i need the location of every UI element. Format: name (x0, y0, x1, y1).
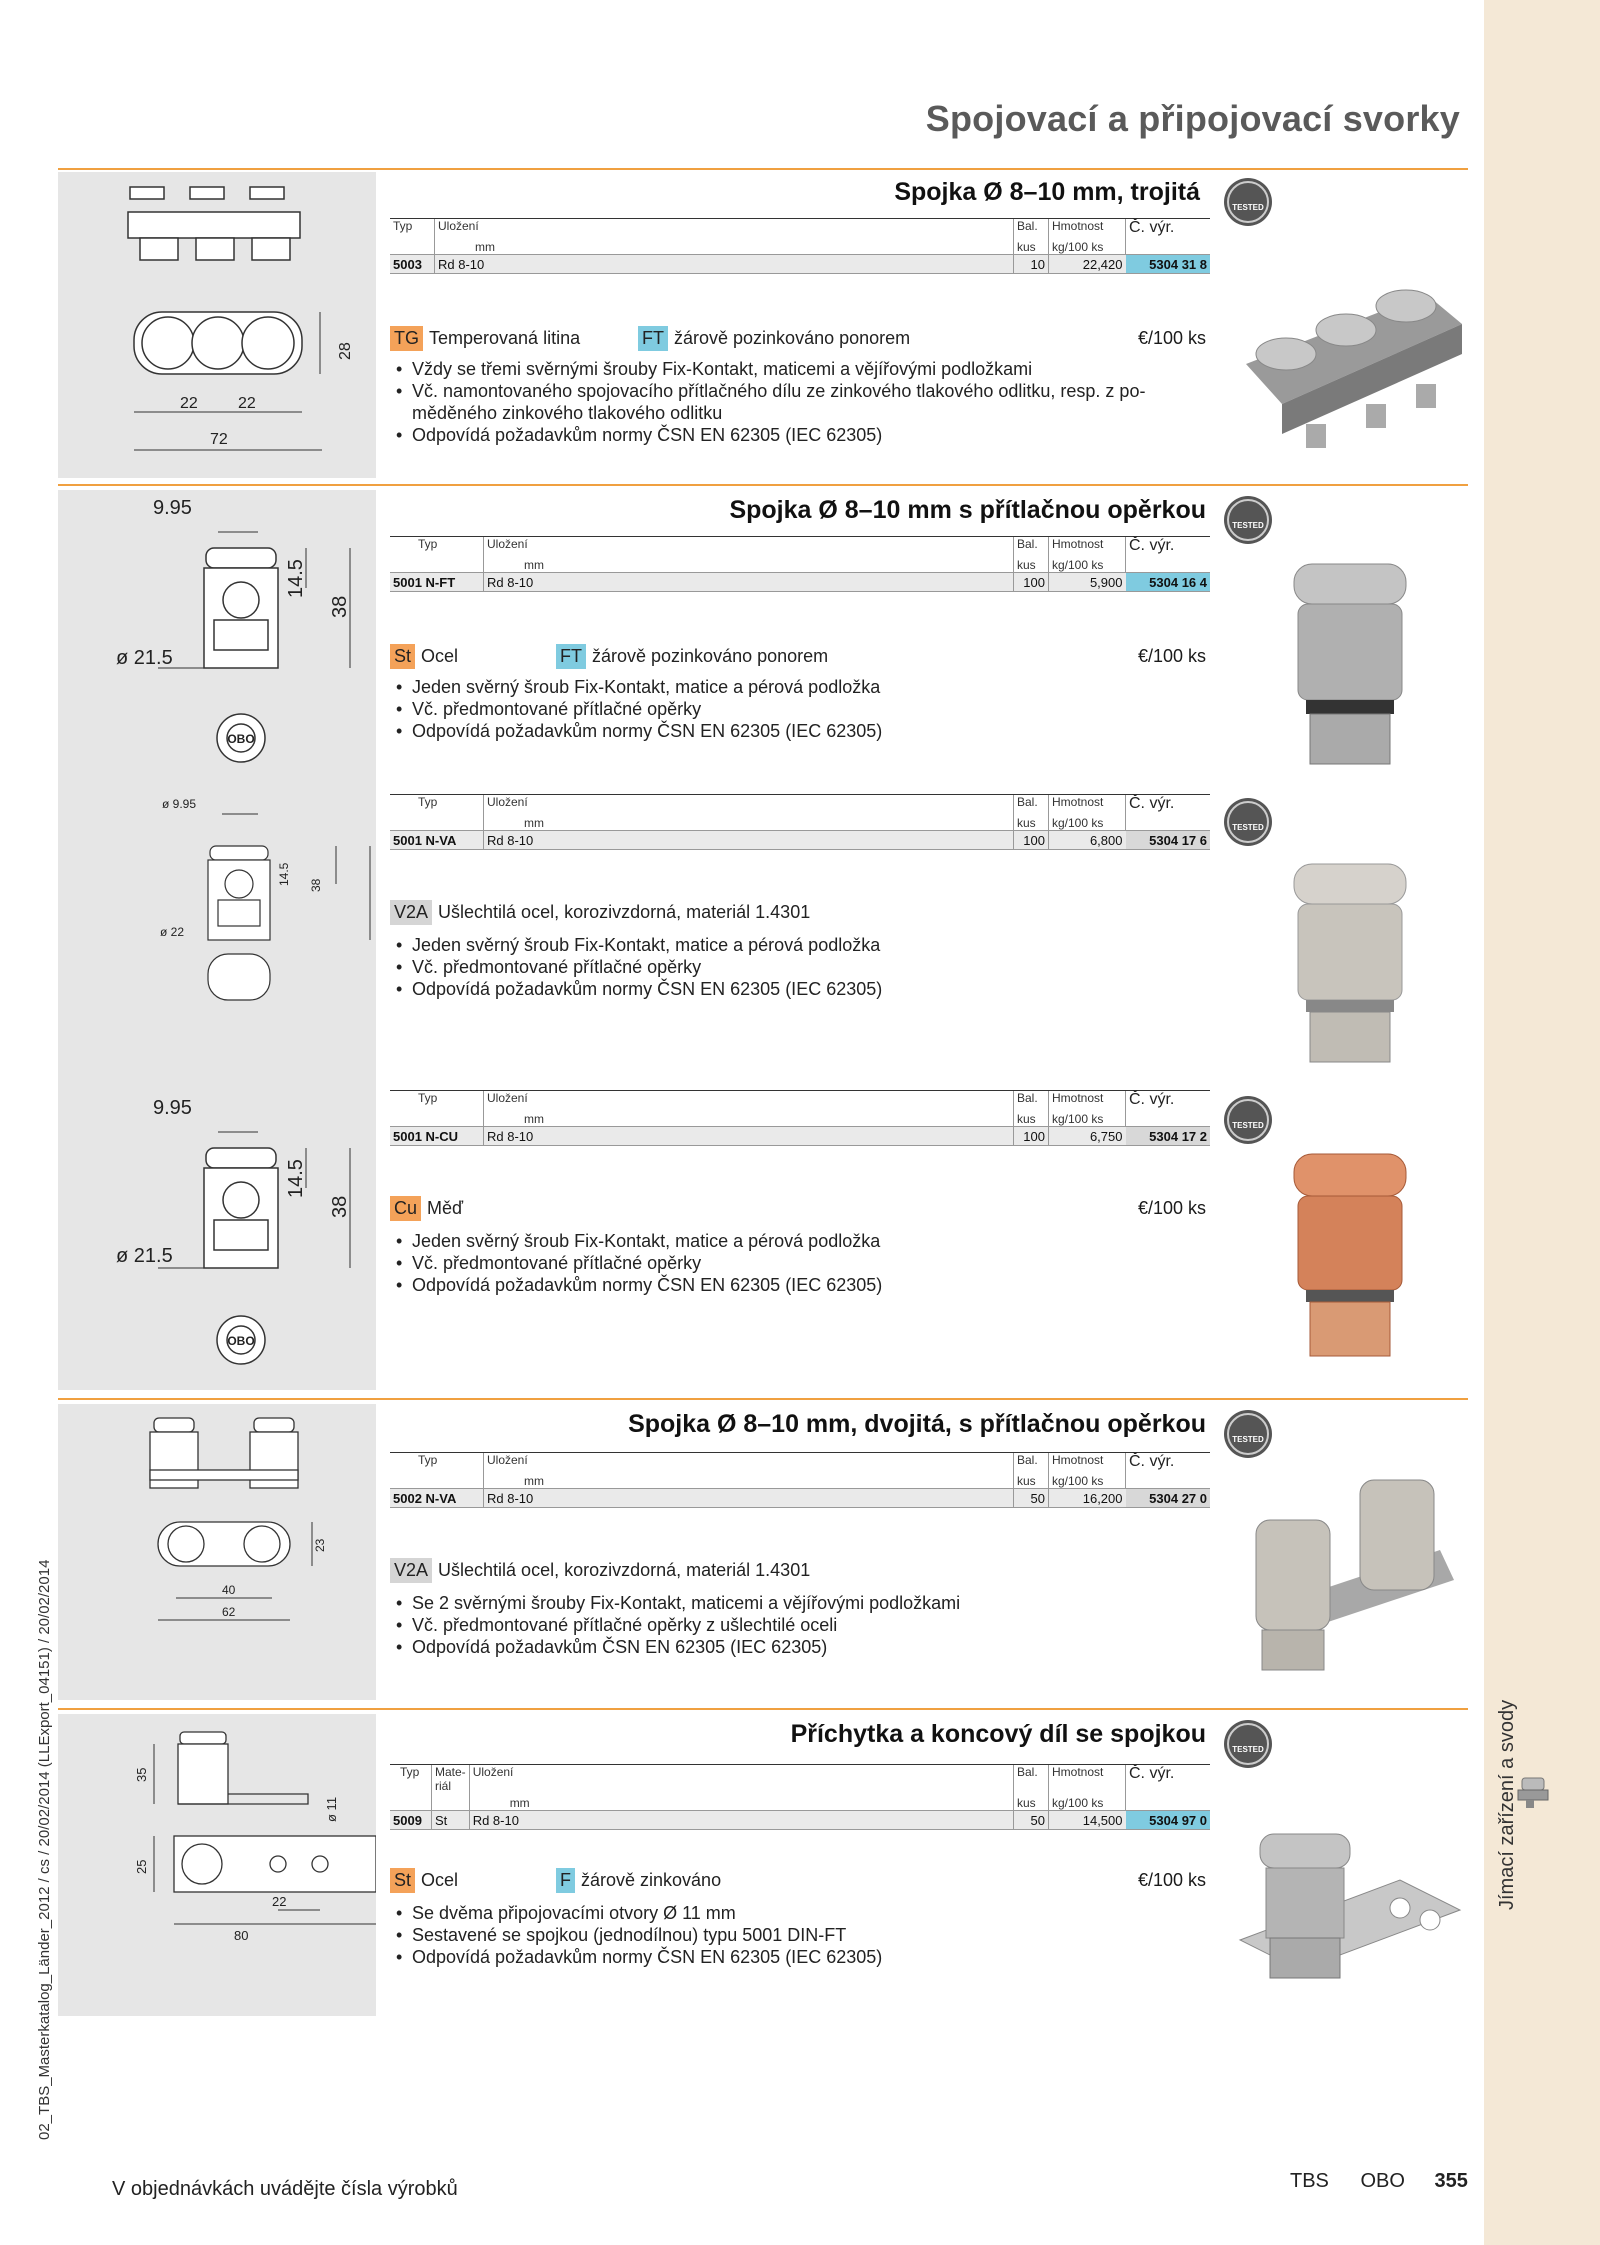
dim-hole: ø 11 (324, 1796, 339, 1822)
drawing-panel-5002 (58, 1404, 376, 1700)
finish-line: FT žárově pozinkováno ponorem (556, 644, 828, 669)
feature-list-5002: • Se 2 svěrnými šrouby Fix-Kontakt, maticemi a vějířovými podložkami • Vč. předmontované přítlačné opěrky z ušlechtilé oceli • Odpovídá požadavkům ČSN EN 62305 (IEC 62305) (396, 1592, 1196, 1658)
feature-list-5003: • Vždy se třemi svěrnými šrouby Fix-Kontakt, maticemi a vějířovými podložkami • Vč. namontovaného spojovacího přítlačného dílu ze zinkového tlakového odlitku, resp. z po- měděného zinkového tlakového odlitku • Odpovídá požadavkům normy ČSN EN 62305 (IEC 62305) (396, 358, 1216, 446)
dim-total-width: 72 (210, 431, 228, 448)
technical-drawing-5001-va (58, 790, 376, 1050)
drawing-panel-5009 (58, 1714, 376, 2016)
dim-width-2: 22 (238, 395, 256, 412)
dim-height-1: 14.5 (285, 559, 307, 598)
tested-seal-icon (1222, 1408, 1274, 1460)
page-number: 355 (1434, 2170, 1468, 2192)
footer-brand: TBS OBO 355 (1290, 2170, 1468, 2192)
dim-top: 9.95 (153, 1097, 192, 1119)
dim-total-width: 62 (222, 1605, 236, 1619)
article-number: 5304 17 2 (1126, 1127, 1211, 1146)
page-title: Spojovací a připojovací svorky (925, 98, 1460, 139)
article-number: 5304 27 0 (1126, 1489, 1211, 1508)
section-title-5003: Spojka Ø 8–10 mm, trojitá (894, 178, 1200, 206)
svg-text:TESTED: TESTED (1232, 1121, 1264, 1130)
clamp-icon (1512, 1770, 1556, 1814)
dim-height-1: 14.5 (285, 1159, 307, 1198)
feature-list-5001-va: • Jeden svěrný šroub Fix-Kontakt, matice a pérová podložka • Vč. předmontované přítlačné opěrky • Odpovídá požadavkům normy ČSN EN 62305 (IEC 62305) (396, 934, 1196, 1000)
price-unit: €/100 ks (1137, 1870, 1206, 1890)
technical-drawing-5001-ft (58, 490, 376, 780)
svg-text:OBO: OBO (227, 732, 255, 746)
order-table-5001-va: Typ Uložení Bal. Hmotnost Č. výr. mm kus kg/100 ks 5001 N-VA Rd 8-10 100 6,800 5304 17 6 (390, 794, 1210, 850)
section-title-5001: Spojka Ø 8–10 mm s přítlačnou opěrkou (729, 496, 1206, 524)
tested-seal-icon (1222, 176, 1274, 228)
side-tab-label: Jímací zařízení a svody (1496, 1699, 1518, 1910)
dim-height-2: 38 (309, 878, 323, 892)
product-photo-5001-va (1280, 860, 1420, 1070)
svg-text:TESTED: TESTED (1232, 203, 1264, 212)
tested-seal-icon (1222, 494, 1274, 546)
svg-text:TESTED: TESTED (1232, 521, 1264, 530)
order-table-5003: Typ Uložení Bal. Hmotnost Č. výr. mm kus kg/100 ks 5003 Rd 8-10 10 22,420 5304 31 8 (390, 218, 1210, 274)
material-line: V2A Ušlechtilá ocel, korozivzdorná, materiál 1.4301 (390, 1558, 810, 1583)
material-line: V2A Ušlechtilá ocel, korozivzdorná, materiál 1.4301 (390, 900, 810, 925)
dim-diameter: ø 21.5 (116, 647, 173, 669)
svg-text:TESTED: TESTED (1232, 823, 1264, 832)
section-divider (58, 1398, 1468, 1400)
order-table-5001-ft: Typ Uložení Bal. Hmotnost Č. výr. mm kus kg/100 ks 5001 N-FT Rd 8-10 100 5,900 5304 16 4 (390, 536, 1210, 592)
dim-total-width: 80 (234, 1928, 249, 1943)
dim-top: ø 9.95 (162, 797, 197, 811)
product-photo-5001-ft (1280, 560, 1420, 770)
article-number: 5304 97 0 (1126, 1811, 1211, 1830)
technical-drawing-5001-cu (58, 1090, 376, 1380)
feature-list-5009: • Se dvěma připojovacími otvory Ø 11 mm • Sestavené se spojkou (jednodílnou) typu 5001 DIN-FT • Odpovídá požadavkům normy ČSN EN 62305 (IEC 62305) (396, 1902, 1196, 1968)
finish-line: FT žárově pozinkováno ponorem (638, 326, 910, 351)
order-table-5002: Typ Uložení Bal. Hmotnost Č. výr. mm kus kg/100 ks 5002 N-VA Rd 8-10 50 16,200 5304 27 0 (390, 1452, 1210, 1508)
tested-seal-icon (1222, 1718, 1274, 1770)
material-line: St Ocel (390, 644, 458, 669)
price-unit: €/100 ks (1137, 646, 1206, 666)
technical-drawing-5002 (58, 1404, 376, 1700)
svg-text:OBO: OBO (227, 1334, 255, 1348)
price-unit: €/100 ks (1137, 328, 1206, 348)
tested-seal-icon (1222, 796, 1274, 848)
dim-width-1: 22 (272, 1894, 287, 1909)
footer-note: V objednávkách uvádějte čísla výrobků (112, 2178, 458, 2200)
svg-text:TESTED: TESTED (1232, 1435, 1264, 1444)
article-number: 5304 17 6 (1126, 831, 1211, 850)
order-table-5009: Typ Mate- riál Uložení Bal. Hmotnost Č. výr. mm kus kg/100 ks 5009 St Rd 8-10 50 14,500 5304 97 0 (390, 1764, 1210, 1830)
product-photo-5002 (1240, 1460, 1466, 1680)
finish-line: F žárově zinkováno (556, 1868, 721, 1893)
section-title-5009: Příchytka a koncový díl se spojkou (790, 1720, 1206, 1748)
dim-width-1: 22 (180, 395, 198, 412)
dim-height-2: 38 (329, 1195, 351, 1218)
feature-list-5001-ft: • Jeden svěrný šroub Fix-Kontakt, matice a pérová podložka • Vč. předmontované přítlačné opěrky • Odpovídá požadavkům normy ČSN EN 62305 (IEC 62305) (396, 676, 1196, 742)
document-code: 02_TBS_Masterkatalog_Länder_2012 / cs / 20/02/2014 (LLExport_04151) / 20/02/2014 (36, 1559, 53, 2140)
product-photo-5001-cu (1280, 1150, 1420, 1364)
price-unit: €/100 ks (1137, 1198, 1206, 1218)
dim-height-1: 35 (134, 1767, 149, 1782)
article-number: 5304 16 4 (1126, 573, 1211, 592)
feature-list-5001-cu: • Jeden svěrný šroub Fix-Kontakt, matice a pérová podložka • Vč. předmontované přítlačné opěrky • Odpovídá požadavkům normy ČSN EN 62305 (IEC 62305) (396, 1230, 1196, 1296)
dim-width-1: 40 (222, 1583, 236, 1597)
tested-seal-icon (1222, 1094, 1274, 1146)
product-photo-5003 (1226, 254, 1470, 460)
dim-diameter: ø 21.5 (116, 1245, 173, 1267)
technical-drawing-5009 (58, 1714, 376, 2016)
dim-top: 9.95 (153, 497, 192, 519)
dim-height-2: 38 (329, 595, 351, 618)
dim-height-1: 14.5 (277, 862, 291, 886)
product-photo-5009 (1230, 1820, 1466, 2010)
material-line: Cu Měď (390, 1196, 463, 1221)
material-line: St Ocel (390, 1868, 458, 1893)
svg-text:TESTED: TESTED (1232, 1745, 1264, 1754)
article-number: 5304 31 8 (1126, 255, 1211, 274)
technical-drawing-5003 (58, 172, 376, 478)
section-divider (58, 168, 1468, 170)
dim-height-2: 25 (134, 1859, 149, 1874)
drawing-panel-5003 (58, 172, 376, 478)
section-divider (58, 484, 1468, 486)
section-title-5002: Spojka Ø 8–10 mm, dvojitá, s přítlačnou opěrkou (628, 1410, 1206, 1438)
dim-diameter: ø 22 (160, 925, 185, 939)
material-line: TG Temperovaná litina (390, 326, 580, 351)
dim-height: 28 (337, 342, 354, 360)
section-divider (58, 1708, 1468, 1710)
dim-height: 23 (313, 1538, 327, 1552)
order-table-5001-cu: Typ Uložení Bal. Hmotnost Č. výr. mm kus kg/100 ks 5001 N-CU Rd 8-10 100 6,750 5304 17 2 (390, 1090, 1210, 1146)
